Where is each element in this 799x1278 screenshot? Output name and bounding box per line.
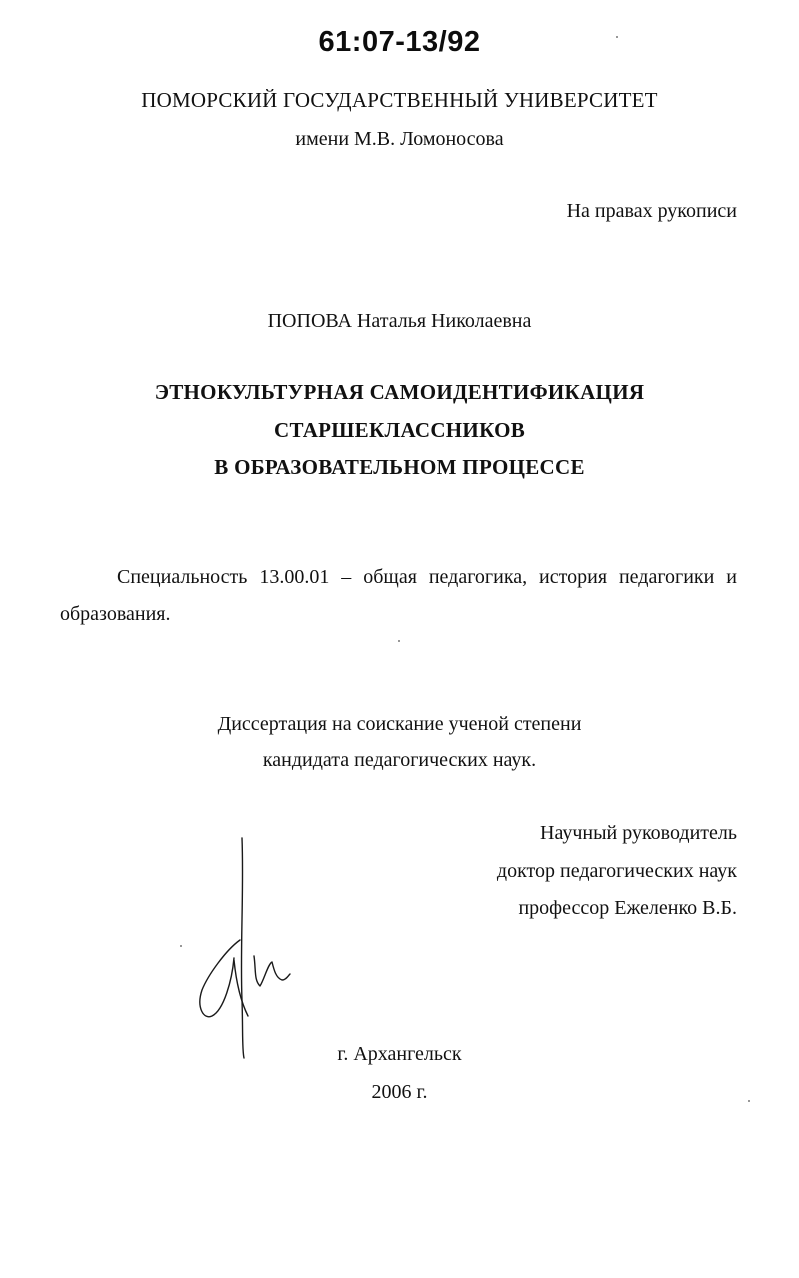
city: г. Архангельск bbox=[337, 1043, 462, 1065]
supervisor-name: профессор Ежеленко В.Б. bbox=[518, 897, 737, 919]
scan-speck bbox=[180, 945, 182, 947]
manuscript-note: На правах рукописи bbox=[566, 200, 737, 222]
thesis-title-line: ЭТНОКУЛЬТУРНАЯ САМОИДЕНТИФИКАЦИЯ bbox=[154, 380, 645, 404]
year: 2006 г. bbox=[371, 1081, 428, 1103]
degree-statement-continued: кандидата педагогических наук. bbox=[262, 749, 537, 771]
supervisor-degree: доктор педагогических наук bbox=[496, 860, 737, 882]
specialty-text-continued: образования. bbox=[60, 603, 171, 625]
archive-code-stamp: 61:07-13/92 bbox=[318, 26, 481, 58]
handwritten-signature-icon bbox=[190, 830, 310, 1070]
thesis-title-line: В ОБРАЗОВАТЕЛЬНОМ ПРОЦЕССЕ bbox=[214, 455, 585, 479]
author-name: ПОПОВА Наталья Николаевна bbox=[267, 310, 532, 332]
degree-statement: Диссертация на соискание ученой степени bbox=[217, 713, 582, 735]
thesis-title-line: СТАРШЕКЛАССНИКОВ bbox=[273, 418, 526, 442]
scan-speck bbox=[616, 36, 618, 38]
supervisor-label: Научный руководитель bbox=[540, 822, 737, 844]
scan-speck bbox=[748, 1100, 750, 1102]
university-name: ПОМОРСКИЙ ГОСУДАРСТВЕННЫЙ УНИВЕРСИТЕТ bbox=[141, 88, 658, 112]
university-subtitle: имени М.В. Ломоносова bbox=[295, 128, 504, 150]
scan-speck bbox=[398, 640, 400, 642]
specialty-text: Специальность 13.00.01 – общая педагогика, история педагогики и bbox=[117, 566, 737, 588]
